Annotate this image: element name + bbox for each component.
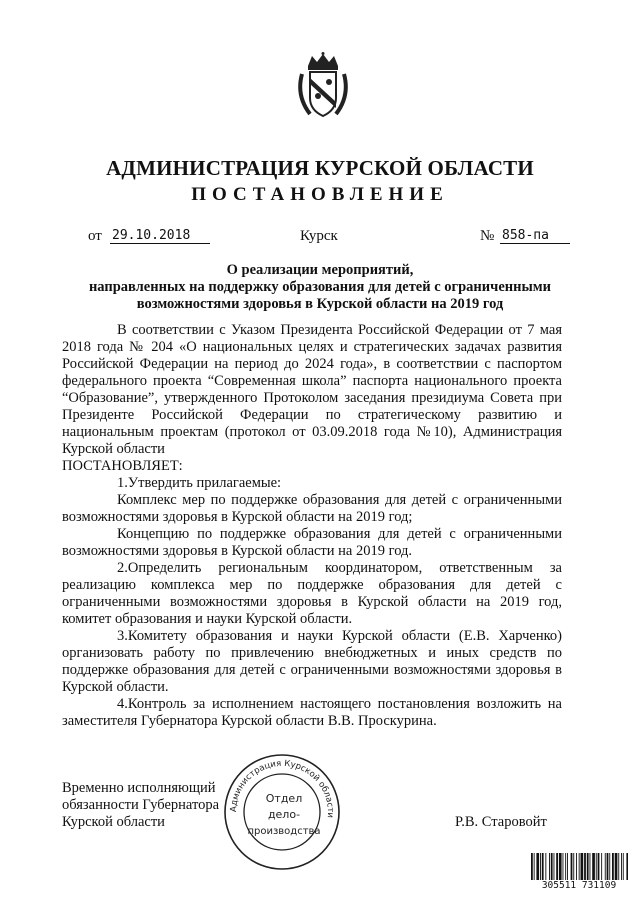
stamp-center-line-1: Отдел <box>265 792 303 805</box>
heading-line-1: О реализации мероприятий, <box>226 262 414 278</box>
barcode-bar <box>540 853 541 883</box>
stamp-ring-text: Администрация Курской области <box>228 758 336 819</box>
organization-title: АДМИНИСТРАЦИЯ КУРСКОЙ ОБЛАСТИ <box>106 156 534 180</box>
document-city: Курск <box>300 228 338 244</box>
barcode-bar <box>601 853 602 883</box>
date-label: от <box>88 228 102 244</box>
barcode-bar <box>618 853 619 883</box>
office-stamp-icon <box>222 752 342 872</box>
barcode-bar <box>607 853 609 883</box>
paragraph-item-2: 2.Определить региональным координатором, ответственным за реализацию комплекса мер по поддержке образования для детей с ограниченными возможностями здоровья в Курской области на 2019 год, комитет образования и науки Курской области. <box>62 560 562 627</box>
barcode-bar <box>531 853 533 883</box>
barcode-bar <box>571 853 573 883</box>
barcode-bar <box>551 853 553 883</box>
barcode-bar <box>609 853 610 883</box>
document-heading <box>60 262 580 313</box>
barcode-bar <box>567 853 568 883</box>
barcode-bar <box>545 853 546 883</box>
coat-of-arms-icon <box>296 52 350 120</box>
document-date: 29.10.2018 <box>110 228 210 244</box>
barcode-bar <box>626 853 628 883</box>
barcode-bar <box>581 853 584 883</box>
barcode-bar <box>590 853 591 883</box>
barcode-bar <box>576 853 577 883</box>
signatory-line-1: Временно исполняющий <box>62 780 216 796</box>
barcode-number: 305511 731109 <box>530 880 628 891</box>
barcode-bar <box>565 853 566 883</box>
heading-line-3: возможностями здоровья в Курской области на 2019 год <box>136 296 504 312</box>
heading-line-2: направленных на поддержку образования для детей с ограниченными <box>88 279 552 295</box>
barcode-bar <box>573 853 574 883</box>
number-label: № <box>480 228 495 244</box>
barcode-bar <box>598 853 600 883</box>
barcode-bar <box>542 853 544 883</box>
document-type: ПОСТАНОВЛЕНИЕ <box>191 184 449 205</box>
barcode-bar <box>536 853 539 883</box>
barcode-bar <box>623 853 624 883</box>
barcode-bar <box>579 853 580 883</box>
barcode-bar <box>621 853 622 883</box>
barcode-bar <box>549 853 550 883</box>
barcode-bar <box>584 853 586 883</box>
barcode-bar <box>559 853 562 883</box>
paragraph-item-4: 4.Контроль за исполнением настоящего постановления возложить на заместителя Губернатора Курской области В.В. Проскурина. <box>62 696 562 729</box>
barcode-bar <box>592 853 595 883</box>
signatory-line-3: Курской области <box>62 814 165 830</box>
stamp-center-line-2: дело- <box>267 808 301 821</box>
barcode-bar <box>534 853 535 883</box>
barcode-bar <box>596 853 597 883</box>
signatory-name: Р.В. Старовойт <box>455 814 547 830</box>
barcode-bar <box>605 853 606 883</box>
paragraph-item-3: 3.Комитету образования и науки Курской области (Е.В. Харченко) организовать работу по привлечению внебюджетных и иных средств по поддержке образования для детей с ограниченными возможностями здоровья в Курской области. <box>62 628 562 695</box>
paragraph-complex: Комплекс мер по поддержке образования для детей с ограниченными возможностями здоровья в Курской области на 2019 год; <box>62 492 562 525</box>
barcode-bar <box>612 853 614 883</box>
document-body <box>62 322 562 730</box>
document-number: 858-па <box>500 228 570 244</box>
paragraph-item-1: 1.Утвердить прилагаемые: <box>117 475 282 491</box>
signatory-position <box>62 780 219 831</box>
stamp-center-line-3: производства <box>247 826 321 837</box>
paragraph-concept: Концепцию по поддержке образования для детей с ограниченными возможностями здоровья в Курской области на 2019 год. <box>62 526 562 559</box>
signatory-line-2: обязанности Губернатора <box>62 797 220 813</box>
paragraph-resolves: ПОСТАНОВЛЯЕТ: <box>62 458 183 474</box>
barcode-bar <box>554 853 555 883</box>
barcode-bar <box>556 853 558 883</box>
barcode-bar <box>563 853 564 883</box>
paragraph-preamble: В соответствии с Указом Президента Российской Федерации от 7 мая 2018 года № 204 «О национальных целях и стратегических задачах развития Российской Федерации на период до 2024 года», в соответствии с паспортом федерального проекта “Современная школа” паспорта национального проекта “Образование”, утвержденного Протоколом заседания президиума Совета при Президенте Российской Федерации по стратегическому развитию и национальным проектам (протокол от 03.09.2018 года №10), Администрация Курской области <box>62 322 562 457</box>
barcode-bar <box>587 853 589 883</box>
barcode-bar <box>615 853 618 883</box>
